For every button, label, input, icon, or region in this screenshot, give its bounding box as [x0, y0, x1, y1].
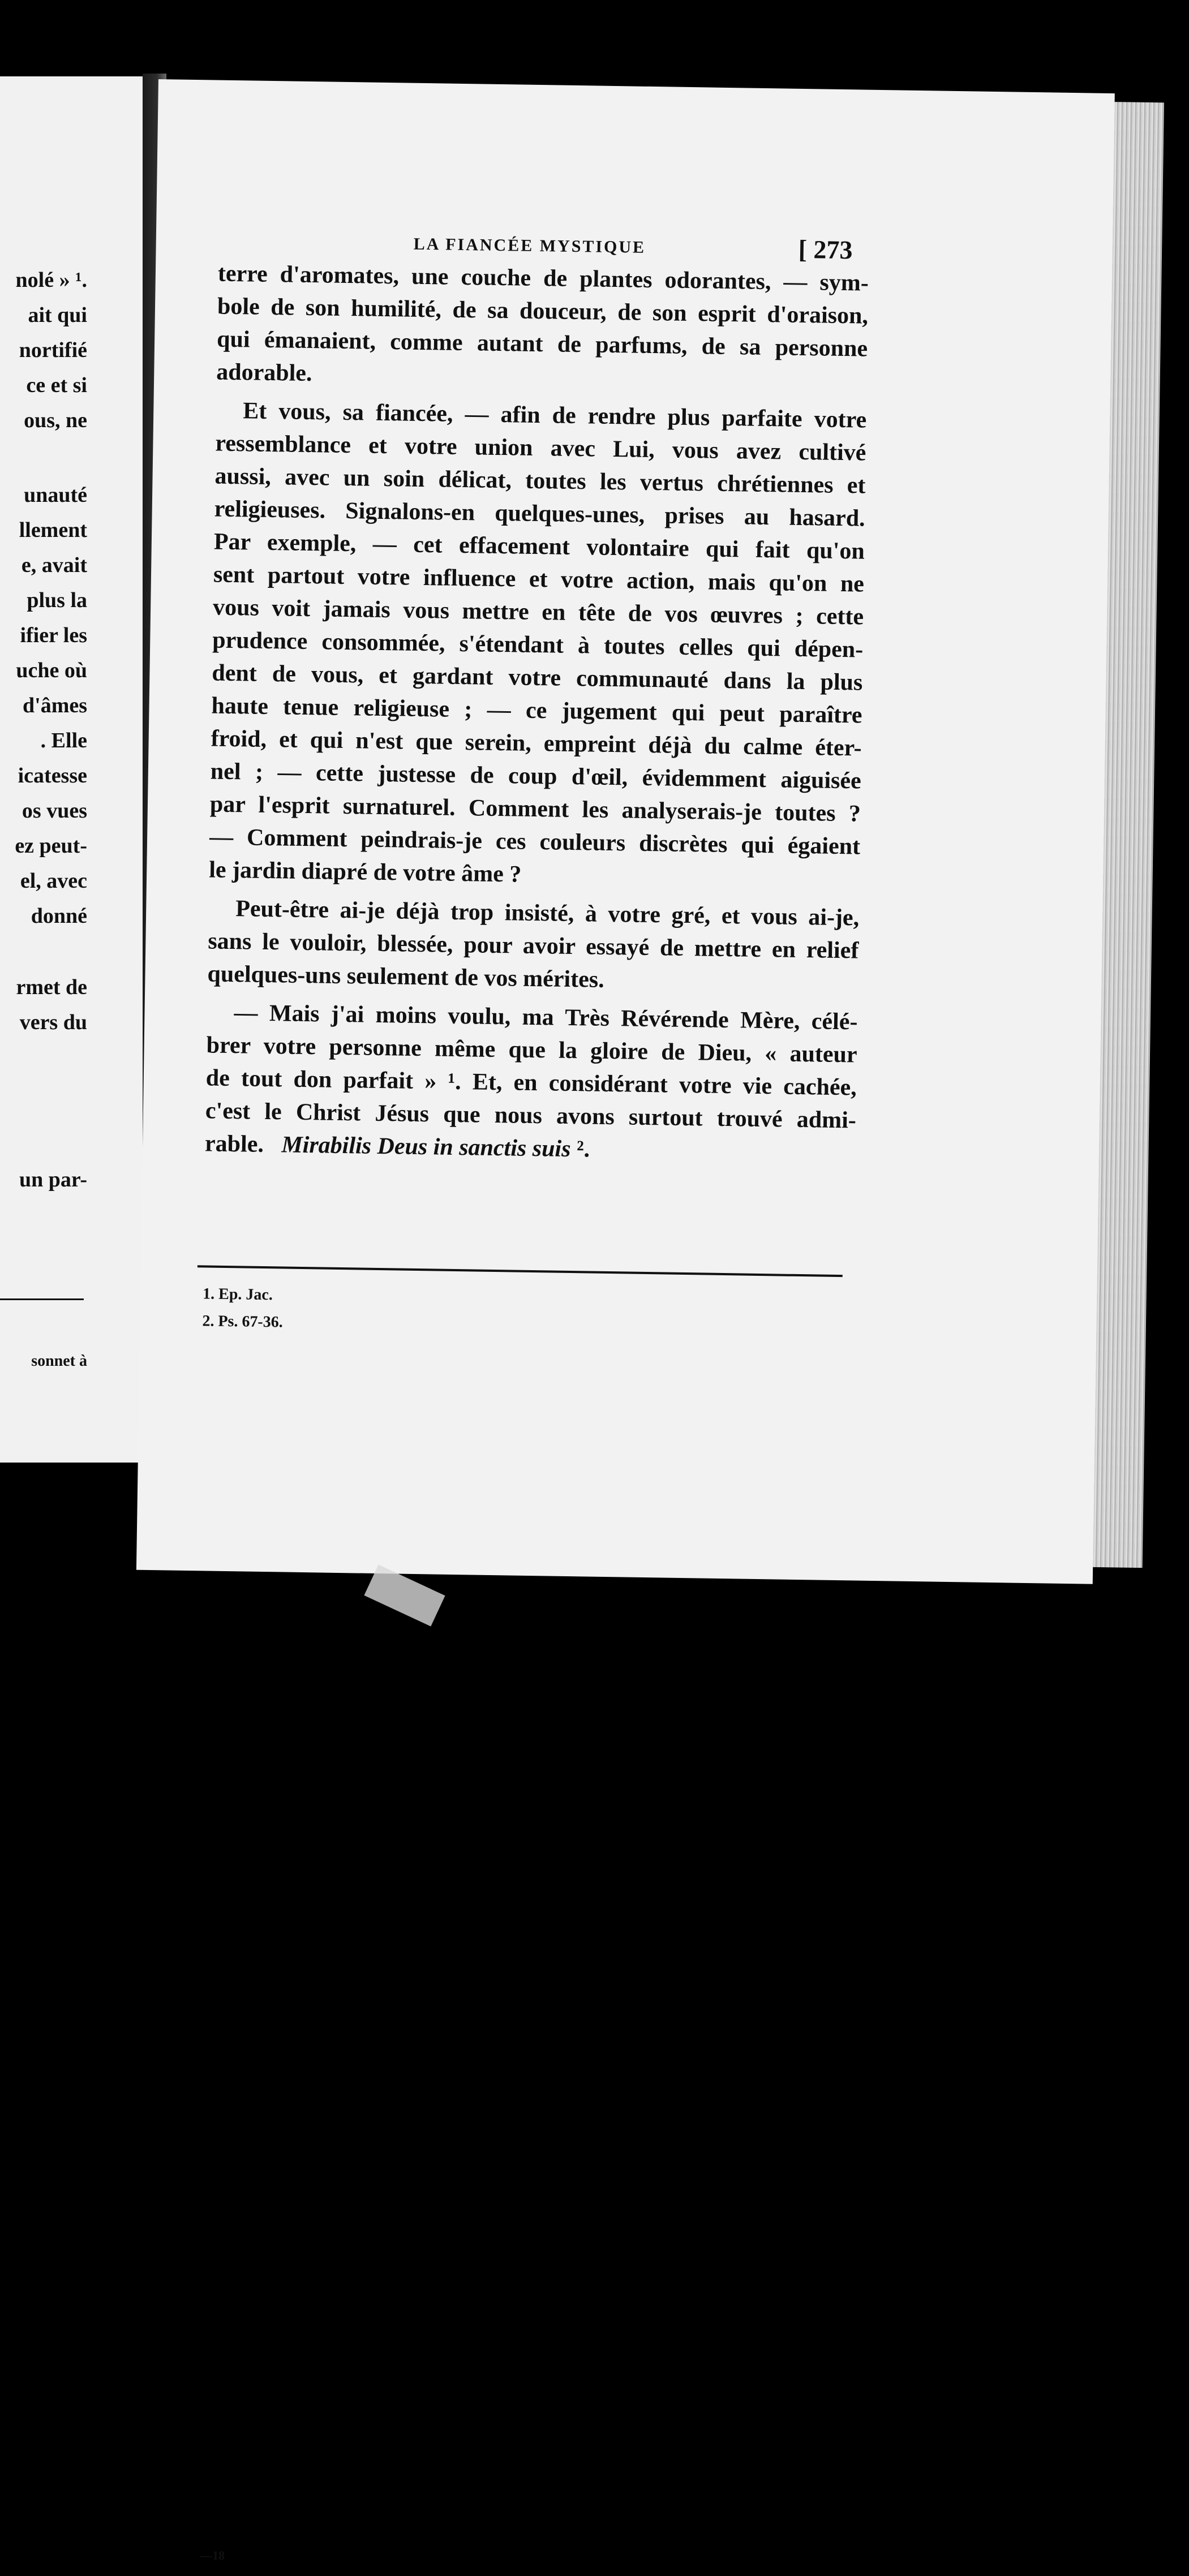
- footnote-1: [203, 1285, 273, 1304]
- left-line: uche où: [16, 659, 87, 682]
- left-line: llement: [19, 518, 87, 542]
- left-line: donné: [31, 904, 87, 928]
- running-head: LA FIANCÉE MYSTIQUE: [413, 234, 646, 257]
- left-line: nortifié: [19, 338, 87, 362]
- body-text: [204, 260, 869, 1163]
- left-line: os vues: [22, 799, 87, 823]
- text-line: dent de vous, et gardant votre communauté dans la plus: [212, 660, 863, 696]
- footnote-rule: [198, 1265, 843, 1277]
- left-line: . Elle: [40, 729, 87, 752]
- text-line: — Mais j'ai moins voulu, ma Très Révérende Mère, célé-: [234, 1000, 858, 1035]
- text-line: prudence consommée, s'étendant à toutes celles qui dépen-: [212, 627, 864, 663]
- left-line: vers du: [19, 1010, 87, 1034]
- latin-quote: Mirabilis Deus in sanctis suis: [281, 1132, 571, 1163]
- text-line: qui émanaient, comme autant de parfums, de sa personne: [216, 326, 868, 362]
- text-line: nel ; — cette justesse de coup d'œil, évidemment aiguisée: [210, 758, 862, 794]
- text-line: sent partout votre influence et votre action, mais qu'on ne: [213, 561, 865, 597]
- left-line: ez peut-: [15, 834, 87, 858]
- text-line: brer votre personne même que la gloire de Dieu, « auteur: [206, 1032, 857, 1068]
- left-line: unauté: [24, 483, 87, 507]
- text-line: par l'esprit surnaturel. Comment les analyserais-je toutes ?: [209, 791, 861, 827]
- text-line: Et vous, sa fiancée, — afin de rendre plus parfaite votre: [242, 398, 867, 433]
- page-number: [ 273: [798, 234, 853, 265]
- left-line: icatesse: [18, 764, 87, 788]
- left-line: ous, ne: [24, 408, 87, 432]
- left-line: ait qui: [28, 303, 87, 327]
- left-line: ce et si: [26, 373, 87, 397]
- left-line: e, avait: [21, 553, 87, 577]
- left-line: ifier les: [20, 623, 87, 647]
- text-line: quelques-uns seulement de vos mérites.: [207, 961, 604, 993]
- text-line: sans le vouloir, blessée, pour avoir essayé de mettre en relief: [208, 928, 859, 964]
- footnote-2: [202, 1312, 283, 1331]
- text-line: Par exemple, — cet effacement volontaire qui fait qu'on: [213, 528, 865, 565]
- text-line: Peut-être ai-je déjà trop insisté, à votre gré, et vous ai-je,: [235, 896, 860, 931]
- left-line: plus la: [27, 588, 87, 612]
- text-line: froid, et qui n'est que serein, empreint déjà du calme éter-: [211, 725, 862, 762]
- left-footnote-fragment: sonnet à: [31, 1352, 87, 1370]
- text-line: haute tenue religieuse ; — ce jugement qui peut paraître: [211, 693, 862, 729]
- left-line: rmet de: [16, 975, 87, 999]
- left-footnote-rule: [0, 1298, 84, 1300]
- text-line: vous voit jamais vous mettre en tête de vos œuvres ; cette: [212, 594, 864, 630]
- text-line: adorable.: [216, 359, 312, 387]
- text-line-final: [205, 1130, 856, 1167]
- text-line: bole de son humilité, de sa douceur, de son esprit d'oraison,: [217, 293, 869, 329]
- text-line: religieuses. Signalons-en quelques-unes, prises au hasard.: [214, 496, 865, 532]
- text-line: de tout don parfait » ¹. Et, en considérant votre vie cachée,: [205, 1065, 857, 1101]
- left-line: nolé » ¹.: [15, 268, 87, 292]
- text-line: aussi, avec un soin délicat, toutes les vertus chrétiennes et: [214, 463, 866, 499]
- text-line: ressemblance et votre union avec Lui, vous avez cultivé: [215, 430, 866, 466]
- printer-signature: —18: [199, 2548, 225, 2563]
- text-line: terre d'aromates, une couche de plantes odorantes, — sym-: [217, 260, 869, 296]
- footnote-marker: 1.: [202, 1285, 215, 1303]
- footnote-ref: ².: [576, 1136, 590, 1163]
- text-line: le jardin diapré de votre âme ?: [208, 857, 522, 888]
- left-line: un par-: [19, 1168, 87, 1192]
- left-facing-page: [0, 76, 143, 1463]
- main-page: [136, 79, 1115, 2563]
- text-line: — Comment peindrais-je ces couleurs discrètes qui égaient: [209, 824, 861, 860]
- footnote-marker: 2.: [202, 1312, 214, 1330]
- text-line: c'est le Christ Jésus que nous avons surtout trouvé admi-: [205, 1098, 857, 1134]
- left-line: el, avec: [20, 869, 87, 893]
- left-line: d'âmes: [23, 694, 87, 717]
- footnote-text: Ep. Jac.: [218, 1285, 273, 1304]
- footnote-text: Ps. 67-36.: [218, 1312, 283, 1331]
- text-fragment: rable.: [204, 1130, 264, 1158]
